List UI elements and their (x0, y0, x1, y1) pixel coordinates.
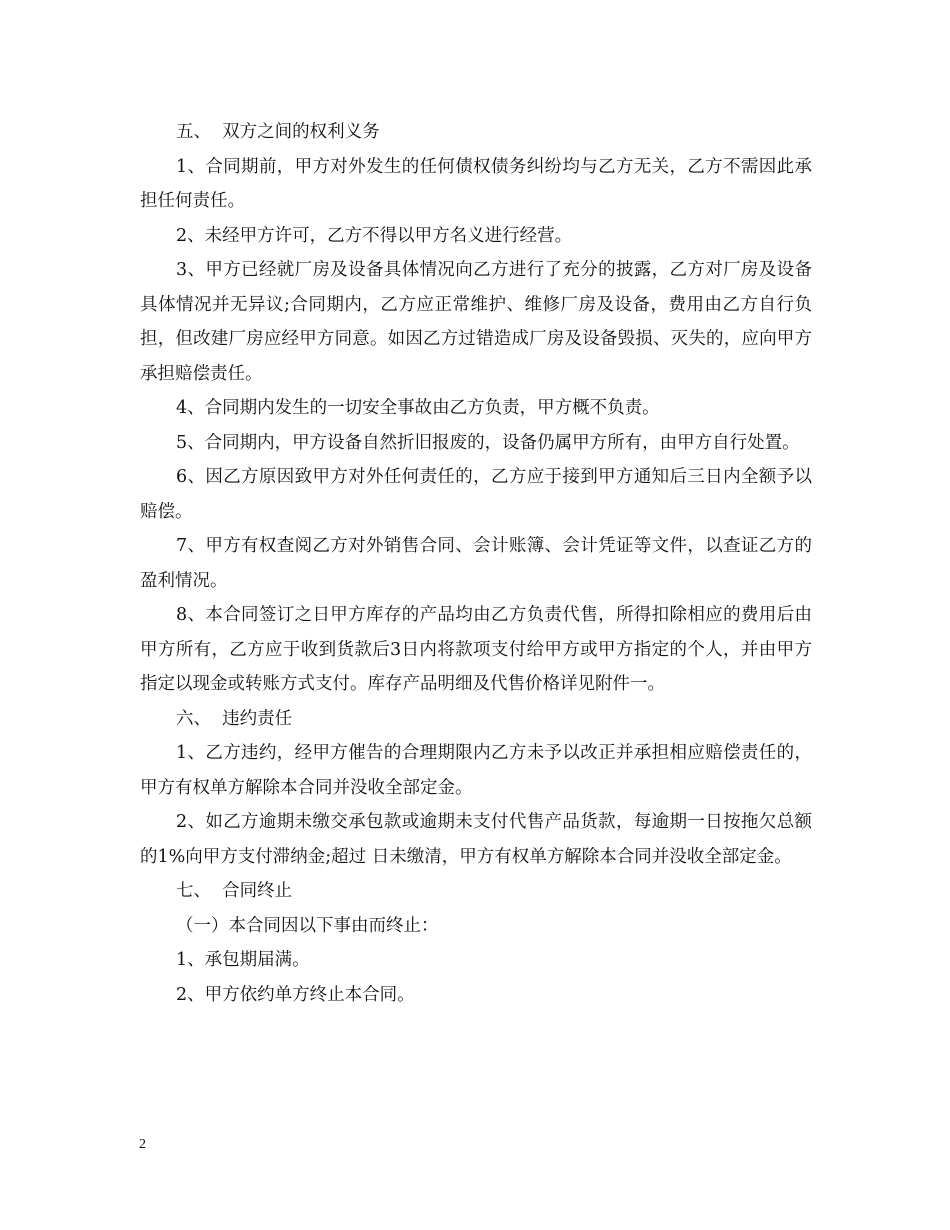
clause-paragraph: 5、合同期内，甲方设备自然折旧报废的，设备仍属甲方所有，由甲方自行处置。 (176, 432, 800, 453)
document-body (140, 115, 812, 1012)
clause-paragraph: 2、甲方依约单方终止本合同。 (176, 984, 415, 1005)
clause-paragraph: 6、因乙方原因致甲方对外任何责任的，乙方应于接到甲方通知后三日内全额予以赔偿。 (140, 467, 812, 522)
clause-paragraph: 3、甲方已经就厂房及设备具体情况向乙方进行了充分的披露，乙方对厂房及设备具体情况并无异议;合同期内，乙方应正常维护、维修厂房及设备，费用由乙方自行负担，但改建厂房应经甲方同意。如因乙方过错造成厂房及设备毁损、灭失的，应向甲方承担赔偿责任。 (140, 260, 812, 384)
section-heading-rights-obligations: 五、 双方之间的权利义务 (176, 122, 380, 142)
section-heading-contract-termination: 七、 合同终止 (176, 881, 293, 901)
clause-paragraph: （一）本合同因以下事由而终止： (176, 915, 439, 936)
clause-paragraph: 1、承包期届满。 (176, 950, 310, 970)
section-heading-breach-liability: 六、 违约责任 (176, 708, 293, 729)
clause-paragraph: 8、本合同签订之日甲方库存的产品均由乙方负责代售，所得扣除相应的费用后由甲方所有，乙方应于收到货款后3日内将款项支付给甲方或甲方指定的个人，并由甲方指定以现金或转账方式支付。库存产品明细及代售价格详见附件一。 (140, 605, 812, 694)
clause-paragraph: 2、未经甲方许可，乙方不得以甲方名义进行经营。 (176, 225, 573, 246)
clause-paragraph: 2、如乙方逾期未缴交承包款或逾期未支付代售产品货款，每逾期一日按拖欠总额的1%向甲方支付滞纳金;超过 日未缴清，甲方有权单方解除本合同并没收全部定金。 (140, 812, 812, 867)
clause-paragraph: 7、甲方有权查阅乙方对外销售合同、会计账簿、会计凭证等文件，以查证乙方的盈利情况。 (140, 536, 812, 591)
page-number: 2 (139, 1137, 146, 1152)
clause-paragraph: 4、合同期内发生的一切安全事故由乙方负责，甲方概不负责。 (176, 398, 660, 418)
clause-paragraph: 1、乙方违约，经甲方催告的合理期限内乙方未予以改正并承担相应赔偿责任的，甲方有权单方解除本合同并没收全部定金。 (140, 743, 812, 798)
clause-paragraph: 1、合同期前，甲方对外发生的任何债权债务纠纷均与乙方无关，乙方不需因此承担任何责任。 (140, 156, 812, 211)
